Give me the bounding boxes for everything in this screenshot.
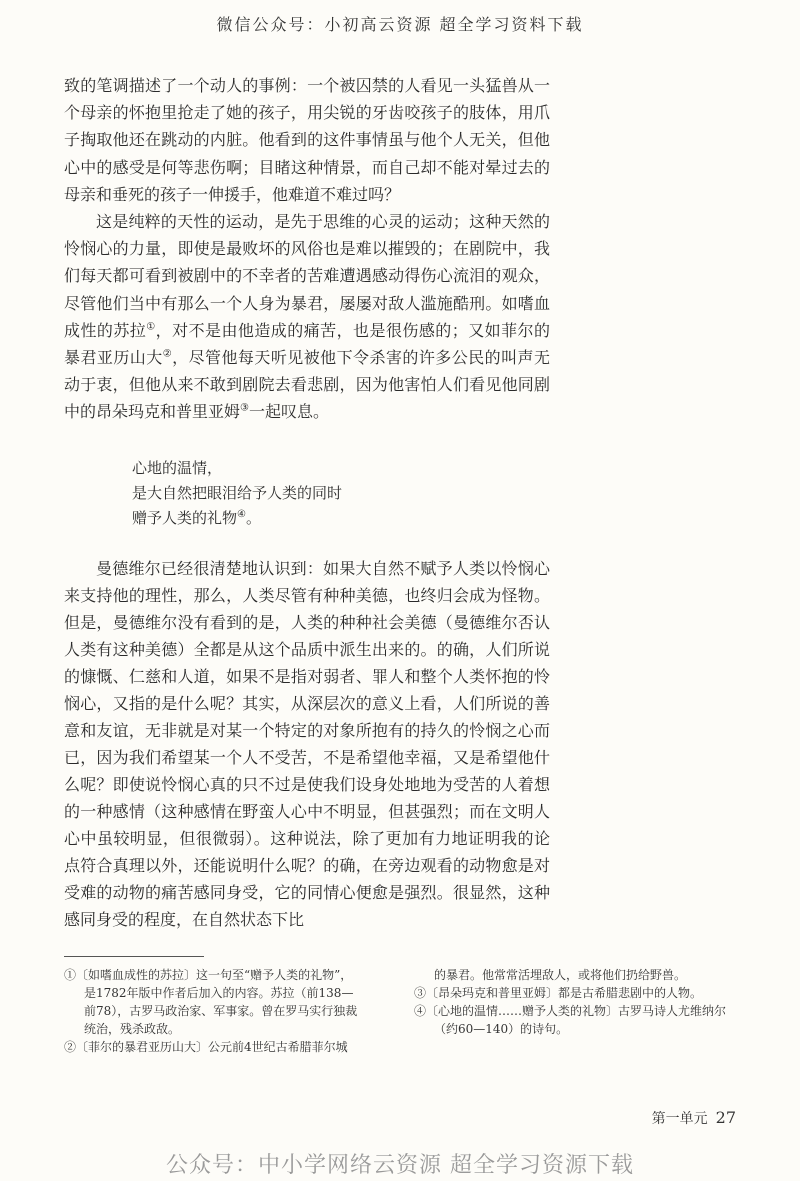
poem-line-3-text: 赠予人类的礼物 (132, 509, 238, 527)
paragraph-2-part-d: 一起叹息。 (248, 402, 329, 422)
paragraph-2 (64, 208, 550, 426)
footnote-1: ①〔如嗜血成性的苏拉〕这一句至“赠予人类的礼物”，是1782年版中作者后加入的内容。苏拉（前138—前78），古罗马政治家、军事家。曾在罗马实行独裁统治，残杀政敌。 (64, 968, 358, 1036)
footnotes-right-column (414, 966, 734, 1038)
footnote-3: ③〔昂朵玛克和普里亚姆〕都是古希腊悲剧中的人物。 (414, 986, 703, 1000)
footnote-mark-4[interactable]: ④ (237, 509, 246, 520)
footnote-4: ④〔心地的温情……赠予人类的礼物〕古罗马诗人尤维纳尔（约60—140）的诗句。 (414, 1004, 727, 1036)
footnotes-left-column (64, 966, 364, 1056)
footnote-divider (64, 956, 204, 957)
footnote-mark-3[interactable]: ③ (240, 403, 249, 415)
poem-line-2: 是大自然把眼泪给予人类的同时 (132, 484, 343, 502)
poem-line-1: 心地的温情， (132, 459, 223, 477)
main-text-top (64, 72, 550, 426)
paragraph-2-part-c: ，尽管他每天听见被他下令杀害的许多公民的叫声无动于衷，但他从来不敢到剧院去看悲剧，因为他害怕人们看见他同剧中的昂朵玛克和普里亚姆 (64, 348, 550, 422)
paragraph-2-part-a: 这是纯粹的天性的运动，是先于思维的心灵的运动；这种天然的怜悯心的力量，即使是最败坏的风俗也是难以摧毁的；在剧院中，我们每天都可看到被剧中的不幸者的苦难遭遇感动得伤心流泪的观众，尽管他们当中有那么一个人身为暴君，屡屡对敌人滥施酷刑。如嗜血成性的苏拉 (64, 212, 550, 340)
watermark: 公众号：中小学网络云资源 超全学习资源下载 (166, 1153, 634, 1178)
poem-quote (132, 456, 342, 531)
page-footer (652, 1108, 736, 1128)
poem-line-3-end: 。 (245, 509, 261, 527)
footnote-2-continued: 的暴君。他常常活埋敌人，或将他们扔给野兽。 (434, 968, 687, 982)
paragraph-2-part-b: ，对不是由他造成的痛苦，也是很伤感的；又如菲尔的暴君亚历山大 (64, 320, 550, 368)
paragraph-3: 曼德维尔已经很清楚地认识到：如果大自然不赋予人类以怜悯心来支持他的理性，那么，人类尽管有种种美德，也终归会成为怪物。但是，曼德维尔没有看到的是，人类的种种社会美德（曼德维尔否认人类有这种美德）全都是从这个品质中派生出来的。的确，人们所说的慷慨、仁慈和人道，如果不是指对弱者、罪人和整个人类怀抱的怜悯心，又指的是什么呢？其实，从深层次的意义上看，人们所说的善意和友谊，无非就是对某一个特定的对象所抱有的持久的怜悯之心而已，因为我们希望某一个人不受苦，不是希望他幸福，又是希望他什么呢？即使说怜悯心真的只不过是使我们设身处地地为受苦的人着想的一种感情（这种感情在野蛮人心中不明显，但甚强烈；而在文明人心中虽较明显，但很微弱）。这种说法，除了更加有力地证明我的论点符合真理以外，还能说明什么呢？的确，在旁边观看的动物愈是对受难的动物的痛苦感同身受，它的同情心便愈是强烈。很显然，这种感同身受的程度，在自然状态下比 (64, 559, 550, 929)
page-header: 微信公众号：小初高云资源 超全学习资料下载 (216, 15, 584, 34)
footnote-mark-1[interactable]: ① (146, 321, 156, 333)
footnote-2: ②〔菲尔的暴君亚历山大〕公元前4世纪古希腊菲尔城 (64, 1040, 348, 1054)
unit-label: 第一单元 (651, 1111, 708, 1127)
page-number: 27 (715, 1108, 736, 1127)
poem-line-3 (132, 506, 342, 531)
footnote-mark-2[interactable]: ② (162, 348, 173, 360)
main-text-bottom (64, 555, 550, 933)
paragraph-1: 致的笔调描述了一个动人的事例：一个被囚禁的人看见一头猛兽从一个母亲的怀抱里抢走了她的孩子，用尖锐的牙齿咬孩子的肢体，用爪子掏取他还在跳动的内脏。他看到的这件事情虽与他个人无关，但他心中的感受是何等悲伤啊；目睹这种情景，而自己却不能对晕过去的母亲和垂死的孩子一伸援手，他难道不难过吗？ (64, 76, 550, 204)
